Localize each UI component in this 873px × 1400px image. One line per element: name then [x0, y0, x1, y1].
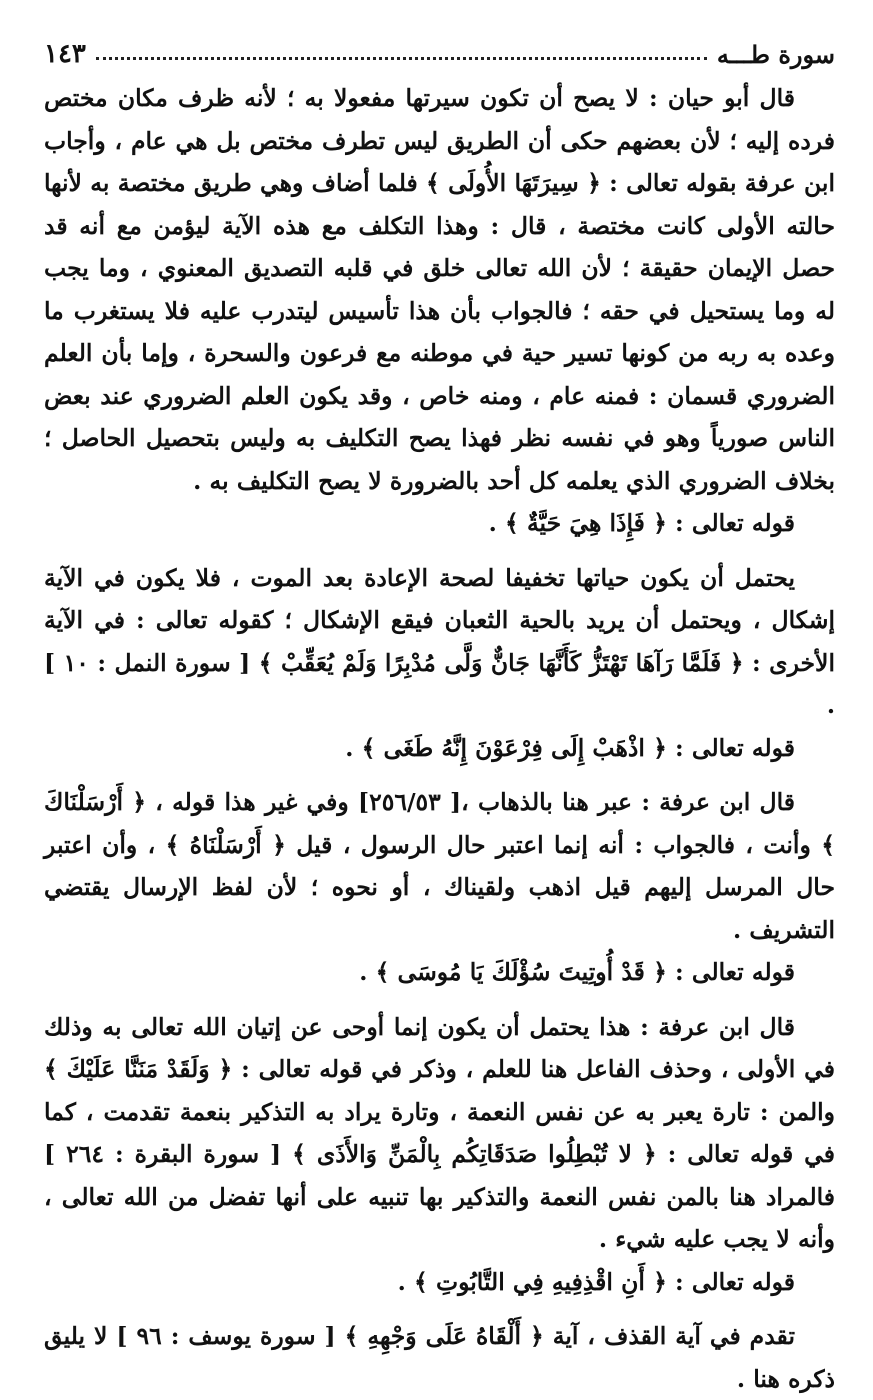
verse-heading: قوله تعالى : ﴿ أَنِ اقْذِفِيهِ فِي التَّابُوتِ ﴾ . — [397, 1267, 795, 1296]
page-header — [44, 34, 835, 74]
paragraph: تقدم في آية القذف ، آية ﴿ أَلْقَاهُ عَلَى وَجْهِهِ ﴾ [ سورة يوسف : ٩٦ ] لا يليق ذكره هنا . — [44, 1322, 835, 1393]
surah-title: سورة طـــه — [716, 39, 835, 69]
paragraph: قال أبو حيان : لا يصح أن تكون سيرتها مفعولا به ؛ لأنه ظرف مكان مختص فرده إليه ؛ لأن بعضهم حكى أن الطريق ليس تطرف مختص بل هي عام ، وأجاب ابن عرفة بقوله تعالى : ﴿ سِيرَتَهَا الأُولَى ﴾ فلما أضاف وهي طريق مختصة به لأنها حالته الأولى كانت مختصة ، قال : وهذا التكلف مع هذه الآية ليؤمن مع أنه قد حصل الإيمان حقيقة ؛ لأن الله تعالى خلق في قلبه التصديق المعنوي ، وما يجب له وما يستحيل في حقه ؛ فالجواب بأن هذا تأسيس ليتدرب عليه فلا يستغرب ما وعده به ربه من كونها تسير حية في موطنه مع فرعون والسحرة ، وإما بأن العلم الضروري قسمان : فمنه عام ، ومنه خاص ، وقد يكون العلم الضروري عند بعض الناس صورياً وهو في نفسه نظر فهذا يصح التكليف به وليس بتحصيل الحاصل ؛ بخلاف الضروري الذي يعلمه كل أحد بالضرورة لا يصح التكليف به . — [44, 84, 835, 495]
paragraph: يحتمل أن يكون حياتها تخفيفا لصحة الإعادة بعد الموت ، فلا يكون في الآية إشكال ، ويحتمل أن يريد بالحية الثعبان فيقع الإشكال ؛ كقوله تعالى : في الآية الأخرى : ﴿ فَلَمَّا رَآهَا تَهْتَزُّ كَأَنَّهَا جَانٌّ وَلَّى مُدْبِرًا وَلَمْ يُعَقِّبْ ﴾ [ سورة النمل : ١٠ ] . — [44, 563, 835, 719]
paragraph: قال ابن عرفة : هذا يحتمل أن يكون إنما أوحى عن إتيان الله تعالى به وذلك في الأولى ، وحذف الفاعل هنا للعلم ، وذكر في قوله تعالى : ﴿ وَلَقَدْ مَنَنَّا عَلَيْكَ ﴾ والمن : تارة يعبر به عن نفس النعمة ، وتارة يراد به التذكير بنعمة تقدمت ، كما في قوله تعالى : ﴿ لا تُبْطِلُوا صَدَقَاتِكُم بِالْمَنِّ وَالأَذَى ﴾ [ سورة البقرة : ٢٦٤ ] فالمراد هنا بالمن نفس النعمة والتذكير بها تنبيه على أنها تفضل من الله تعالى ، وأنه لا يجب عليه شيء . — [44, 1012, 835, 1253]
header-dotted-rule — [96, 57, 707, 60]
paragraph: قال ابن عرفة : عبر هنا بالذهاب ،[ ٢٥٦/٥٣] وفي غير هذا قوله ، ﴿ أَرْسَلْنَاكَ ﴾ وأنت ، فالجواب : أنه إنما اعتبر حال الرسول ، قيل ﴿ أَرْسَلْنَاهُ ﴾ ، وأن اعتبر حال المرسل إليهم قيل اذهب ولقيناك ، أو نحوه ؛ لأن لفظ الإرسال يقتضي التشريف . — [44, 788, 835, 944]
verse-heading: قوله تعالى : ﴿ قَدْ أُوتِيتَ سُؤْلَكَ يَا مُوسَى ﴾ . — [359, 958, 795, 986]
page-body — [44, 77, 835, 1400]
verse-heading: قوله تعالى : ﴿ اذْهَبْ إِلَى فِرْعَوْنَ إِنَّهُ طَغَى ﴾ . — [345, 733, 795, 762]
verse-heading: قوله تعالى : ﴿ فَإِذَا هِيَ حَيَّةٌ ﴾ . — [488, 509, 795, 537]
page-number: ١٤٣ — [44, 39, 86, 69]
